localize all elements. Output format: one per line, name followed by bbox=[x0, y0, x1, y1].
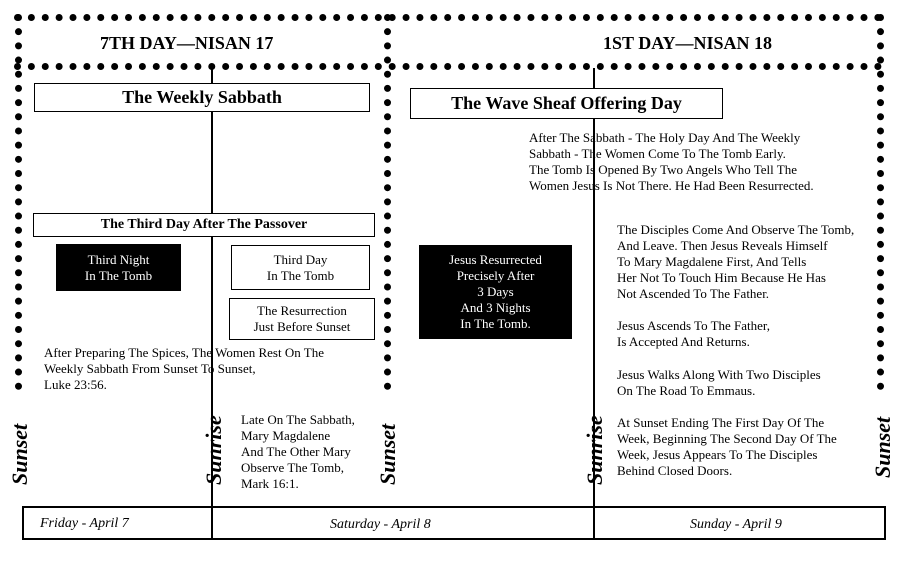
third-day-after-passover-box: The Third Day After The Passover bbox=[33, 213, 375, 237]
weekly-sabbath-box: The Weekly Sabbath bbox=[34, 83, 370, 112]
right-day-header: 1ST DAY—NISAN 18 bbox=[603, 33, 773, 53]
wave-sheaf-box: The Wave Sheaf Offering Day bbox=[410, 88, 723, 119]
left-day-header: 7TH DAY—NISAN 17 bbox=[100, 33, 274, 53]
sunset-right-marker: Sunset bbox=[870, 416, 895, 478]
middle-dotted-border bbox=[384, 14, 391, 390]
third-day-box: Third Day In The Tomb bbox=[231, 245, 370, 290]
sunday-label: Sunday - April 9 bbox=[690, 517, 782, 532]
saturday-label: Saturday - April 8 bbox=[330, 517, 431, 532]
spices-note: After Preparing The Spices, The Women Rest On The Weekly Sabbath From Sunset To Sunset, Luke 23:56. bbox=[44, 345, 324, 392]
sunset-ending-note: At Sunset Ending The First Day Of The Week, Beginning The Second Day Of The Week, Jesus Appears To The Disciples Behind Closed Doors. bbox=[617, 415, 837, 478]
sunset-left-marker: Sunset bbox=[7, 423, 32, 485]
late-sabbath-note: Late On The Sabbath, Mary Magdalene And The Other Mary Observe The Tomb, Mark 16:1. bbox=[241, 412, 355, 491]
sunset-middle-marker: Sunset bbox=[375, 423, 400, 485]
disciples-note: The Disciples Come And Observe The Tomb, And Leave. Then Jesus Reveals Himself To Mary Magdalene First, And Tells Her Not To Touch Him Because He Has Not Ascended To The Father. bbox=[617, 222, 855, 301]
sunrise-left-marker: Sunrise bbox=[201, 415, 226, 485]
ascends-note: Jesus Ascends To The Father, Is Accepted And Returns. bbox=[617, 318, 770, 349]
sunrise-right-marker: Sunrise bbox=[582, 415, 607, 485]
third-night-box: Third Night In The Tomb bbox=[56, 244, 181, 291]
jesus-resurrected-box: Jesus Resurrected Precisely After 3 Days And 3 Nights In The Tomb. bbox=[419, 245, 572, 339]
walks-note: Jesus Walks Along With Two Disciples On The Road To Emmaus. bbox=[617, 367, 821, 398]
right-dotted-border bbox=[877, 14, 884, 390]
after-sabbath-note: After The Sabbath - The Holy Day And The Weekly Sabbath - The Women Come To The Tomb Early. The Tomb Is Opened By Two Angels Who Tell The Women Jesus Is Not There. He Had Been Resurrected. bbox=[529, 130, 814, 193]
resurrection-before-sunset-box: The Resurrection Just Before Sunset bbox=[229, 298, 375, 340]
friday-label: Friday - April 7 bbox=[40, 516, 129, 531]
header-dotted-divider bbox=[14, 63, 882, 70]
top-dotted-border bbox=[14, 14, 882, 21]
left-dotted-border bbox=[15, 14, 22, 390]
